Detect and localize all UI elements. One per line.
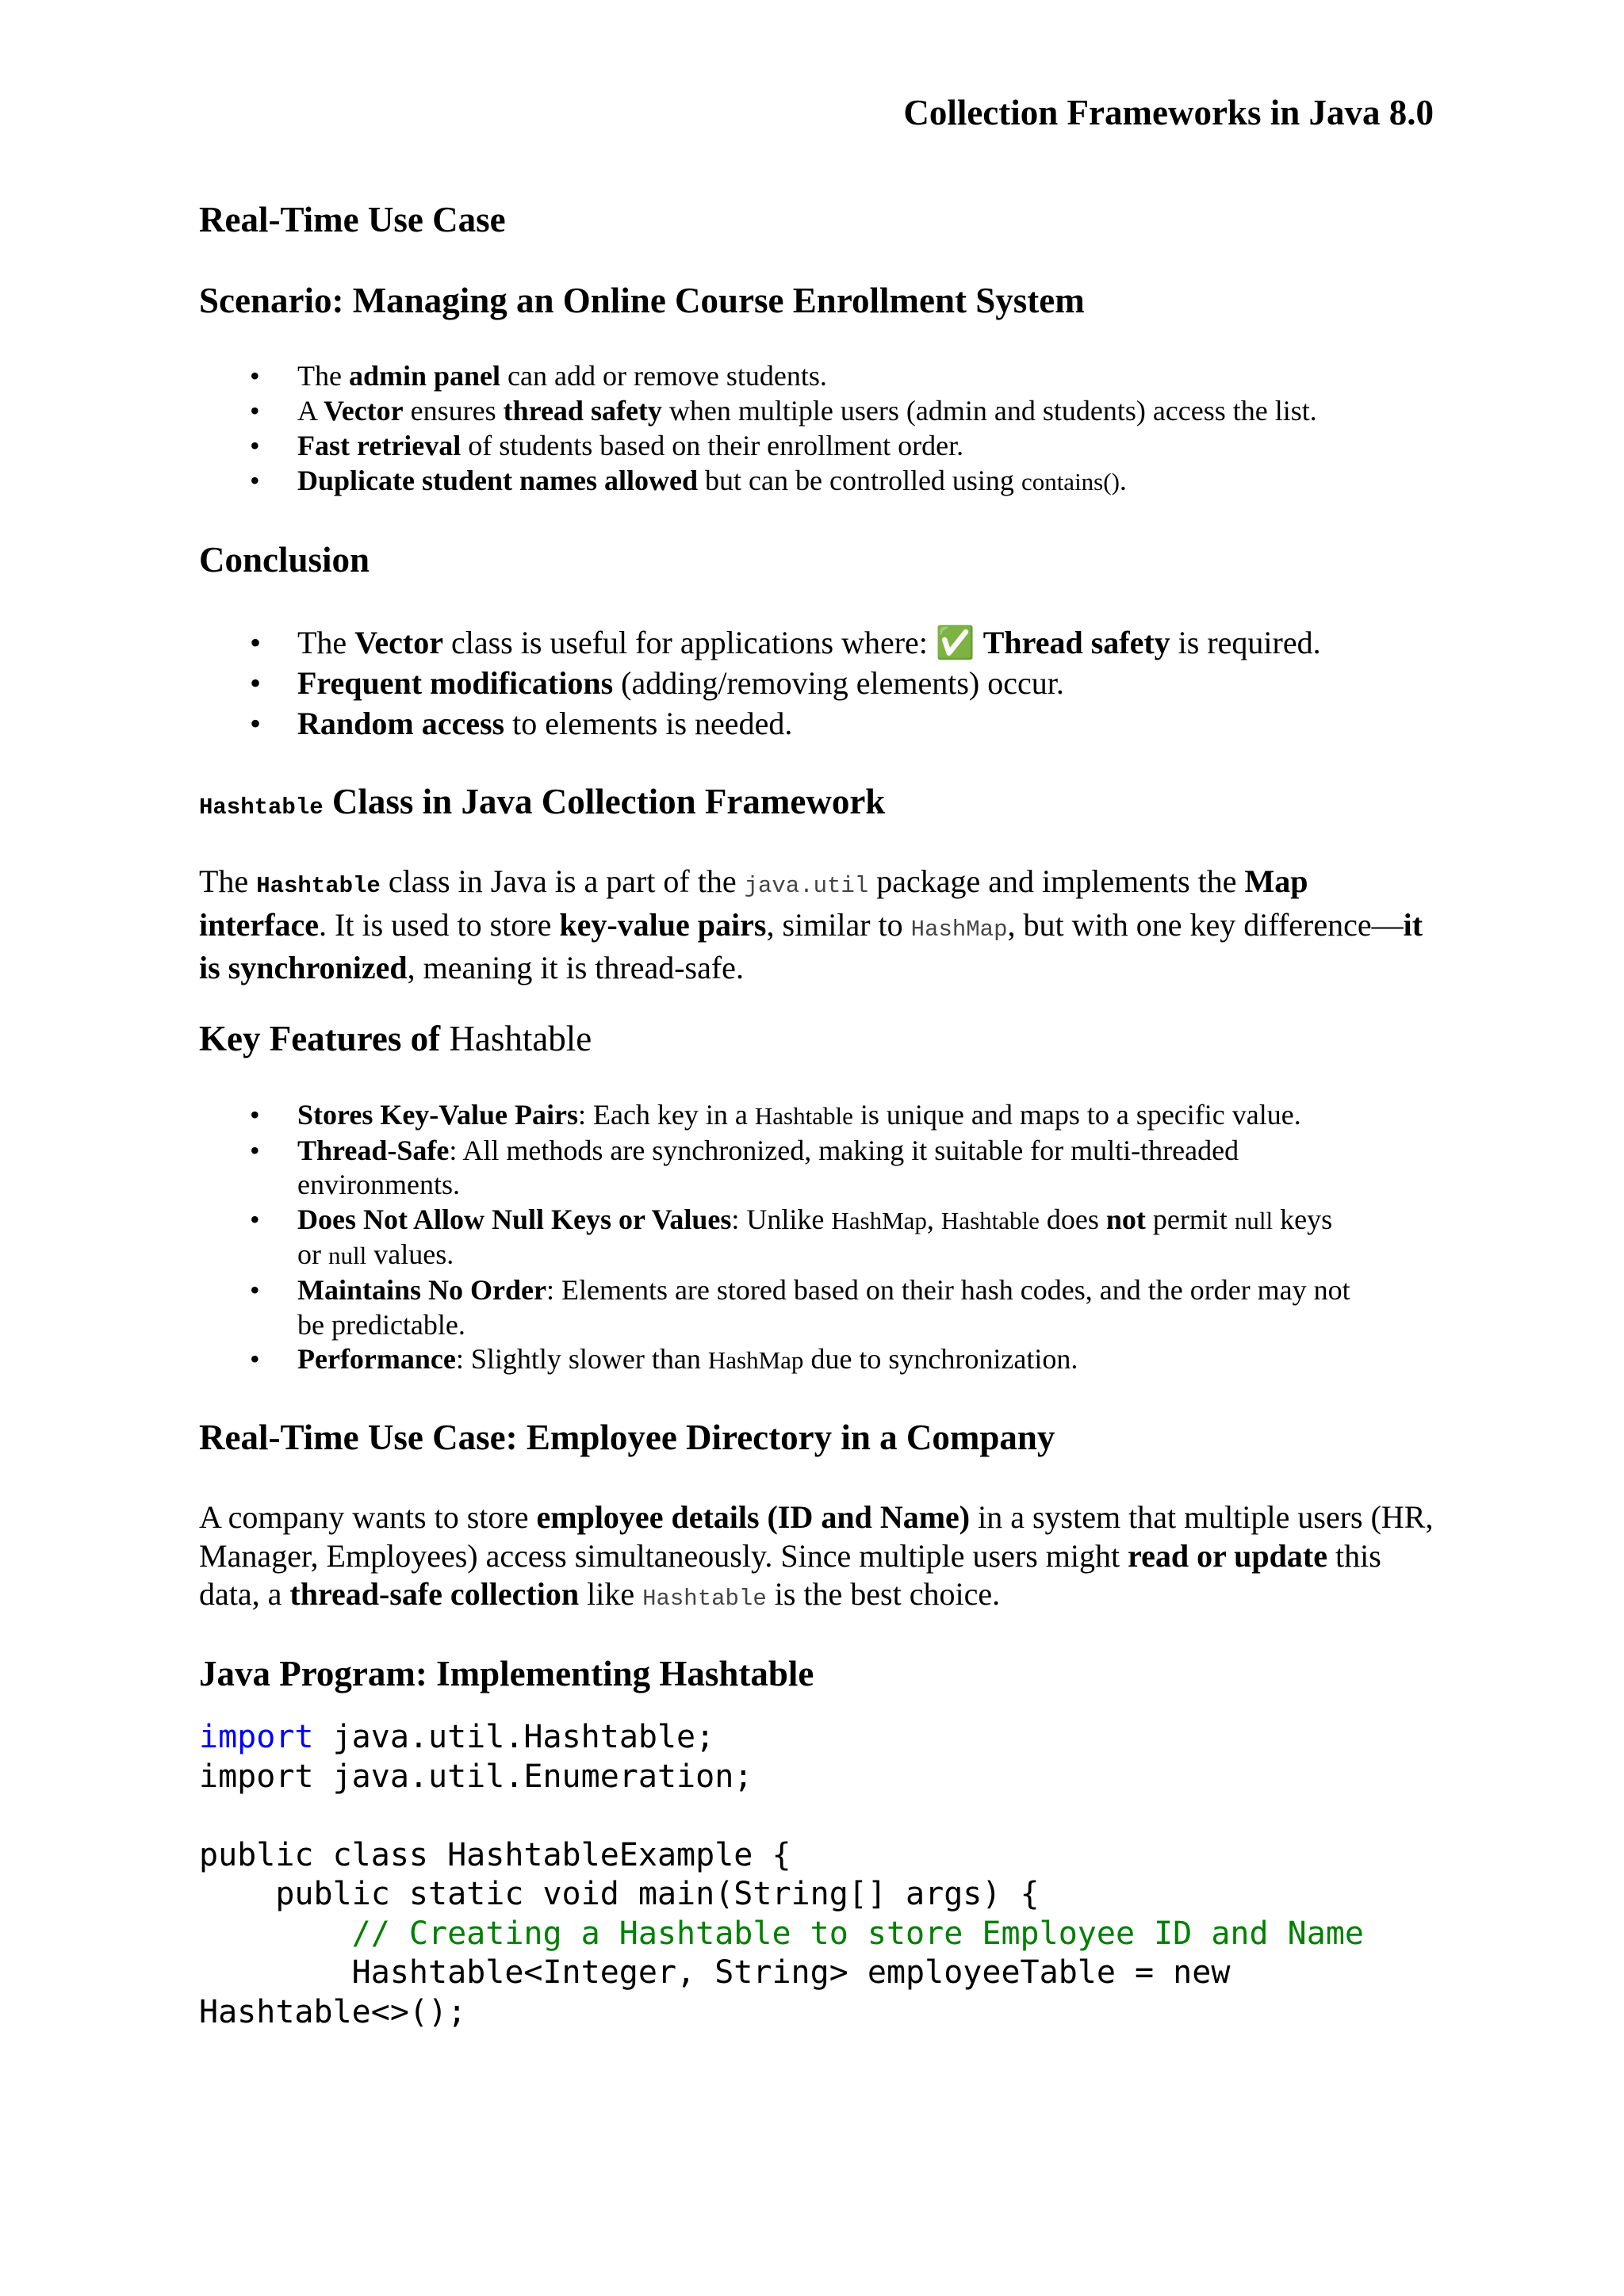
java-program-heading: Java Program: Implementing Hashtable [199, 1654, 814, 1693]
bullet-icon: • [250, 1273, 260, 1306]
bullet-icon: • [250, 395, 260, 427]
section-heading-real-time-use-case: Real-Time Use Case [199, 200, 506, 239]
list-item: • Thread-Safe: All methods are synchronized, making it suitable for multi-threaded environments. [250, 1134, 1239, 1201]
bullet-icon: • [250, 1343, 260, 1376]
bullet-icon: • [250, 665, 262, 701]
bullet-icon: • [250, 1099, 260, 1131]
list-item: • Fast retrieval of students based on their enrollment order. [250, 430, 964, 461]
conclusion-heading: Conclusion [199, 540, 370, 580]
bullet-icon: • [250, 430, 260, 461]
code-line: Hashtable<Integer, String> employeeTable = new [199, 1954, 1231, 1991]
key-features-heading: Key Features of Hashtable [199, 1019, 592, 1058]
hashtable-intro-paragraph: The Hashtable class in Java is a part of the java.util package and implements the Map interface. It is used to store key-value pairs, similar to HashMap, but with one key difference—it is synchronized, meaning it is thread-safe. [199, 863, 1423, 985]
code-line: public class HashtableExample { [199, 1836, 791, 1873]
features-bullet-list [199, 1098, 1350, 1378]
list-item: • The Vector class is useful for applications where: ✅ Thread safety is required. [199, 622, 1321, 663]
list-item: • The admin panel can add or remove students. [250, 360, 827, 392]
list-item: • A Vector ensures thread safety when multiple users (admin and students) access the list. [250, 395, 1317, 427]
list-item: • Random access to elements is needed. [199, 703, 1321, 744]
list-item: • Does Not Allow Null Keys or Values: Unlike HashMap, Hashtable does not permit null keys or null values. [250, 1203, 1333, 1271]
scenario-heading: Scenario: Managing an Online Course Enrollment System [199, 281, 1085, 320]
bullet-icon: • [250, 706, 262, 741]
code-line: public static void main(String[] args) { [199, 1876, 1040, 1912]
bullet-icon: • [250, 1203, 260, 1235]
conclusion-bullet-list [199, 622, 1321, 744]
list-item: • Maintains No Order: Elements are stored based on their hash codes, and the order may not be predictable. [250, 1273, 1350, 1341]
bullet-icon: • [250, 465, 260, 496]
code-block: import java.util.Hashtable; import java.util.Enumeration; public class HashtableExample { public static void main(String[] args) { // Creating a Hashtable to store Employee ID and Name Hashtable<Integer, String> employeeTable = new Hashtable<>(); [199, 1719, 1365, 2030]
hashtable-class-heading: Hashtable Class in Java Collection Framework [199, 782, 886, 821]
bullet-icon: • [250, 625, 262, 660]
list-item: • Duplicate student names allowed but can be controlled using contains(). [250, 465, 1127, 496]
bullet-icon: • [250, 1134, 260, 1166]
list-item: • Performance: Slightly slower than HashMap due to synchronization. [199, 1342, 1350, 1378]
code-line: Hashtable<>(); [199, 1993, 467, 2030]
code-comment: // Creating a Hashtable to store Employee ID and Name [199, 1915, 1365, 1952]
bullet-icon: • [250, 360, 260, 392]
document-title: Collection Frameworks in Java 8.0 [903, 93, 1434, 132]
scenario-bullet-list [199, 358, 1317, 499]
list-item: • Stores Key-Value Pairs: Each key in a Hashtable is unique and maps to a specific value. [199, 1098, 1350, 1134]
code-line: import java.util.Enumeration; [199, 1758, 753, 1795]
employee-directory-heading: Real-Time Use Case: Employee Directory in a Company [199, 1418, 1055, 1457]
list-item: • Frequent modifications (adding/removing elements) occur. [199, 663, 1321, 703]
employee-directory-paragraph: A company wants to store employee details (ID and Name) in a system that multiple users (HR, Manager, Employees) access simultaneously. Since multiple users might read or update this data, a thread-safe collection like Hashtable is the best choice. [199, 1499, 1434, 1612]
code-keyword: import [199, 1719, 314, 1755]
